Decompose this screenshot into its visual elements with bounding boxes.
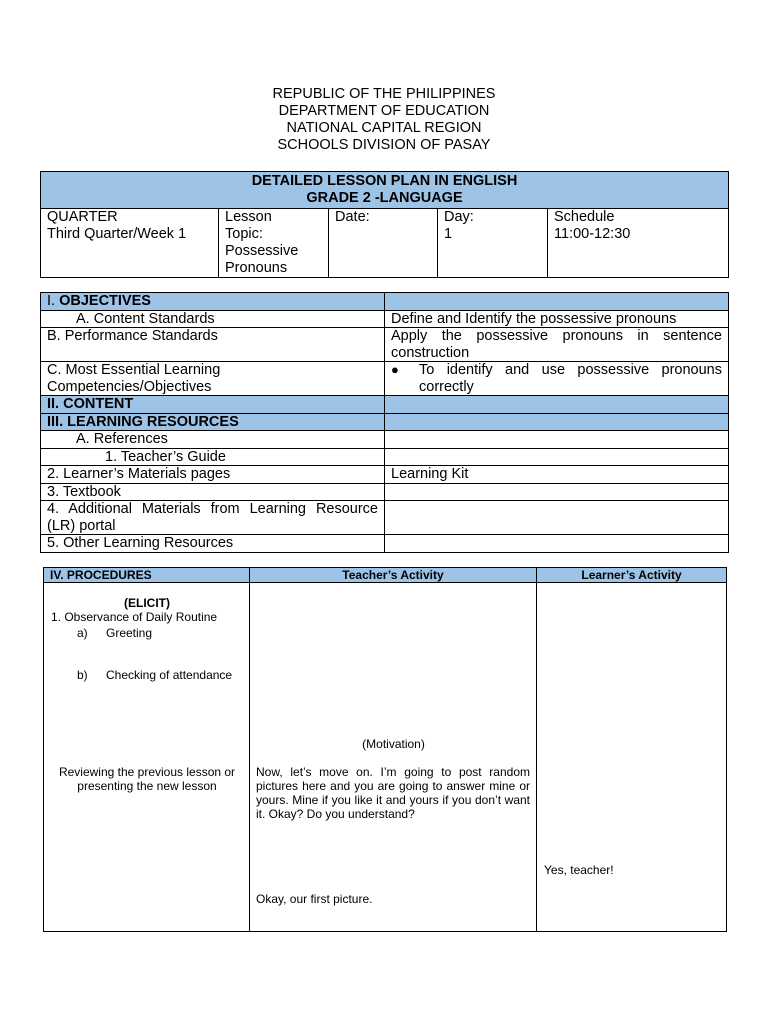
- melc-label: [41, 362, 385, 396]
- greeting-item: Greeting: [106, 626, 153, 640]
- quarter-label: QUARTER: [47, 209, 118, 225]
- performance-standards-label: B. Performance Standards: [41, 328, 385, 362]
- teachers-activity-header: Teacher’s Activity: [250, 568, 537, 583]
- topic-label: Topic:: [225, 226, 263, 242]
- content-heading-empty: [385, 396, 729, 414]
- content-heading: II. CONTENT: [41, 396, 385, 414]
- schedule-value: 11:00-12:30: [554, 226, 631, 242]
- title-line2: GRADE 2 -LANGUAGE: [306, 190, 463, 206]
- procedures-column: [44, 583, 250, 932]
- learners-activity-header: Learner’s Activity: [537, 568, 727, 583]
- melc-value: To identify and use possessive pronouns correctly: [419, 362, 722, 395]
- additional-materials-value: [385, 501, 729, 535]
- topic-value-1: Possessive: [225, 243, 299, 259]
- references-label: A. References: [41, 431, 385, 449]
- title-line1: DETAILED LESSON PLAN IN ENGLISH: [251, 173, 518, 189]
- additional-materials-label: 4. Additional Materials from Learning Resource (LR) portal: [41, 501, 385, 535]
- objectives-num: I.: [47, 293, 56, 309]
- learner-response: Yes, teacher!: [544, 863, 614, 877]
- lesson-info-table: [40, 171, 729, 278]
- teachers-activity-column: [250, 583, 537, 932]
- daily-routine-label: 1. Observance of Daily Routine: [51, 610, 218, 624]
- objectives-table: [40, 292, 729, 553]
- header-division: SCHOOLS DIVISION OF PASAY: [277, 137, 491, 153]
- date-label: Date:: [335, 209, 370, 225]
- lesson-plan-title: [41, 172, 729, 209]
- motivation-label: (Motivation): [362, 737, 425, 751]
- procedures-header: IV. PROCEDURES: [44, 568, 250, 583]
- teacher-first-picture: Okay, our first picture.: [256, 892, 373, 906]
- day-label: Day:: [444, 209, 474, 225]
- item-b-marker: b): [77, 668, 88, 682]
- textbook-label: 3. Textbook: [41, 483, 385, 501]
- lesson-topic-cell: [219, 209, 329, 278]
- learners-materials-value: Learning Kit: [385, 466, 729, 484]
- other-resources-label: 5. Other Learning Resources: [41, 535, 385, 553]
- other-resources-value: [385, 535, 729, 553]
- bullet-icon: ●: [391, 362, 399, 377]
- content-standards-label: A. Content Standards: [41, 310, 385, 328]
- teacher-instructions: Now, let’s move on. I’m going to post random pictures here and you are going to answer mine or yours. Mine if you like it and yours if you don’t want it. Okay? Do you understand?: [256, 765, 530, 821]
- learners-materials-label: 2. Learner’s Materials pages: [41, 466, 385, 484]
- attendance-item: Checking of attendance: [106, 668, 233, 682]
- objectives-heading-empty: [385, 293, 729, 311]
- date-cell: [329, 209, 438, 278]
- melc-line-1: C. Most Essential Learning: [47, 362, 221, 378]
- melc-line-2: Competencies/Objectives: [47, 378, 212, 395]
- header-department: DEPARTMENT OF EDUCATION: [278, 103, 490, 119]
- objectives-heading: [41, 293, 385, 311]
- learning-resources-heading: III. LEARNING RESOURCES: [41, 413, 385, 431]
- schedule-label: Schedule: [554, 209, 615, 225]
- header-region: NATIONAL CAPITAL REGION: [286, 120, 482, 136]
- procedures-table: [43, 567, 727, 932]
- topic-value-2: Pronouns: [225, 260, 288, 276]
- quarter-value: Third Quarter/Week 1: [47, 226, 187, 242]
- objectives-heading-text: OBJECTIVES: [55, 293, 151, 309]
- melc-value-cell: [385, 362, 729, 396]
- learning-resources-empty: [385, 413, 729, 431]
- elicit-label: (ELICIT): [124, 596, 170, 610]
- item-a-marker: a): [77, 626, 88, 640]
- review-label: Reviewing the previous lesson or presenting the new lesson: [58, 765, 236, 793]
- learners-activity-column: [537, 583, 727, 932]
- lesson-label: Lesson: [225, 209, 272, 225]
- textbook-value: [385, 483, 729, 501]
- teachers-guide-value: [385, 448, 729, 466]
- schedule-cell: [548, 209, 729, 278]
- header-republic: REPUBLIC OF THE PHILIPPINES: [272, 86, 496, 102]
- document-header: [0, 86, 768, 154]
- performance-standards-value: Apply the possessive pronouns in sentence construction: [385, 328, 729, 362]
- teachers-guide-label: 1. Teacher’s Guide: [41, 448, 385, 466]
- content-standards-value: Define and Identify the possessive pronouns: [385, 310, 729, 328]
- day-cell: [438, 209, 548, 278]
- quarter-cell: [41, 209, 219, 278]
- references-value: [385, 431, 729, 449]
- day-value: 1: [444, 226, 453, 242]
